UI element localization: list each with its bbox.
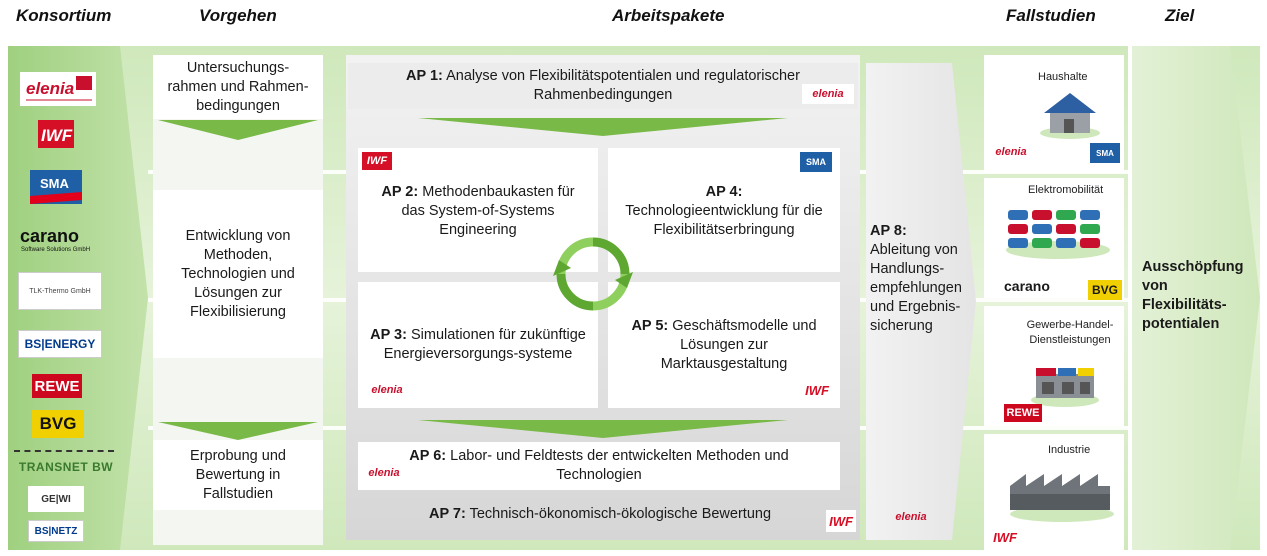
fall-gewerbe-title: Gewerbe-Handel-Dienstleistungen bbox=[1026, 319, 1114, 346]
logo-carano bbox=[20, 224, 98, 254]
logo-bs-netz bbox=[28, 520, 84, 542]
bvg-wordmark: BVG bbox=[39, 414, 77, 433]
house-icon bbox=[1038, 89, 1102, 139]
fall-haushalte bbox=[984, 55, 1124, 173]
svg-text:SMA: SMA bbox=[40, 176, 69, 191]
ap4-box bbox=[608, 148, 840, 272]
ap5-text: Geschäftsmodelle und Lösungen zur Marktausgestaltung bbox=[660, 317, 817, 372]
cars-icon bbox=[1002, 204, 1112, 260]
fall-haushalte-logo-sma-text: SMA bbox=[1096, 148, 1114, 158]
ap3-logo-elenia-text: elenia bbox=[371, 384, 403, 396]
fall-gewerbe-logo-rewe-text: REWE bbox=[1006, 407, 1040, 419]
ap7-label: AP 7: bbox=[428, 505, 466, 522]
ap6-box bbox=[358, 442, 840, 490]
logo-rewe bbox=[32, 374, 82, 398]
fall-gewerbe-logo-rewe bbox=[1004, 404, 1042, 422]
ap1-box bbox=[348, 63, 858, 109]
fall-elektromobilitaet-logo-bvg bbox=[1088, 280, 1122, 300]
ap8-logo-elenia-text: elenia bbox=[895, 511, 927, 523]
ap6-logo-elenia-text: elenia bbox=[368, 467, 400, 479]
logo-transnet bbox=[12, 456, 120, 478]
fall-haushalte-title: Haushalte bbox=[1038, 71, 1088, 83]
ap2-label: AP 2: bbox=[381, 183, 419, 200]
fall-haushalte-logo-elenia bbox=[986, 143, 1036, 161]
transnet-wordmark: TRANSNET BW bbox=[18, 460, 114, 474]
shops-icon bbox=[1028, 356, 1102, 408]
ap1-logo-elenia-text: elenia bbox=[812, 88, 844, 100]
vorgehen-step-3 bbox=[153, 440, 323, 510]
svg-text:Software Solutions GmbH: Software Solutions GmbH bbox=[21, 247, 91, 253]
ap2-logo-iwf-text: IWF bbox=[366, 155, 388, 167]
logo-bvg bbox=[32, 410, 84, 438]
ap8-label: AP 8: bbox=[870, 223, 907, 239]
logo-elenia bbox=[18, 70, 98, 108]
vorgehen-arrow-1 bbox=[158, 120, 318, 140]
fall-haushalte-logo-sma bbox=[1090, 143, 1120, 163]
ap4-logo-sma bbox=[800, 152, 832, 172]
ap8-text-block bbox=[870, 222, 970, 336]
ap1-text: Analyse von Flexibilitätspotentialen und regulatorischer Rahmenbedingungen bbox=[446, 68, 800, 103]
ap3-label: AP 3: bbox=[370, 327, 407, 343]
vorgehen-step-1 bbox=[153, 55, 323, 119]
ap6-text: Labor- und Feldtests der entwickelten Methoden und Technologien bbox=[450, 448, 789, 483]
cycle-arrows-icon bbox=[553, 234, 633, 314]
svg-text:carano: carano bbox=[20, 226, 80, 246]
fall-industrie-logo-iwf bbox=[990, 526, 1020, 548]
ap-arrow-bottom bbox=[418, 420, 788, 438]
ap1-label: AP 1: bbox=[406, 68, 443, 84]
gewi-wordmark: GE|WI bbox=[41, 493, 71, 505]
logo-iwf bbox=[36, 118, 76, 150]
logo-bs-energy bbox=[18, 330, 102, 358]
vorgehen-step-3-text: Erprobung und Bewertung in Fallstudien bbox=[190, 447, 286, 502]
ap7-row bbox=[400, 502, 800, 526]
ap7-text: Technisch-ökonomisch-ökologische Bewertung bbox=[469, 505, 772, 522]
logo-gewi bbox=[28, 486, 84, 512]
ap2-logo-iwf bbox=[362, 152, 392, 170]
ap6-logo-elenia bbox=[362, 462, 406, 484]
ap5-box bbox=[608, 282, 840, 408]
header-ziel: Ziel bbox=[1165, 6, 1195, 25]
ap1-logo-elenia bbox=[802, 84, 854, 104]
ap4-logo-sma-text: SMA bbox=[806, 157, 826, 167]
bs-netz-wordmark: BS|NETZ bbox=[34, 525, 78, 537]
ap7-logo-iwf-text: IWF bbox=[829, 513, 853, 529]
rewe-wordmark: REWE bbox=[34, 377, 80, 395]
vorgehen-step-2 bbox=[153, 190, 323, 358]
ap7-logo-iwf bbox=[826, 510, 856, 532]
fall-industrie-logo-iwf-text: IWF bbox=[993, 529, 1017, 545]
vorgehen-arrow-2 bbox=[158, 422, 318, 440]
ap-arrow-top bbox=[418, 118, 788, 136]
header-vorgehen: Vorgehen bbox=[199, 6, 277, 25]
fall-haushalte-logo-elenia-text: elenia bbox=[995, 146, 1027, 158]
ap5-logo-iwf bbox=[802, 380, 832, 400]
vorgehen-step-1-text: Untersuchungs-rahmen und Rahmen-bedingungen bbox=[167, 59, 309, 114]
ziel-text: Ausschöpfung von Flexibilitäts-potentialen bbox=[1142, 259, 1244, 332]
fall-elektromobilitaet-logo-bvg-text: BVG bbox=[1091, 283, 1118, 297]
bs-energy-wordmark: BS|ENERGY bbox=[24, 337, 96, 351]
fall-elektromobilitaet bbox=[984, 178, 1124, 298]
tlk-wordmark: TLK-Thermo GmbH bbox=[29, 287, 91, 295]
logo-sma bbox=[30, 170, 82, 204]
svg-text:IWF: IWF bbox=[41, 126, 73, 145]
ap6-label: AP 6: bbox=[409, 448, 447, 464]
ap3-logo-elenia bbox=[364, 380, 410, 400]
ap5-label: AP 5: bbox=[631, 317, 669, 334]
header-arbeitspakete: Arbeitspakete bbox=[612, 6, 725, 25]
fall-elektromobilitaet-logo-carano: carano bbox=[1004, 278, 1050, 294]
ap4-label: AP 4: bbox=[705, 183, 743, 200]
fall-elektromobilitaet-title: Elektromobilität bbox=[1028, 184, 1104, 196]
ap8-text: Ableitung von Handlungs-empfehlungen und Ergebnis-sicherung bbox=[870, 242, 962, 334]
fall-industrie bbox=[984, 434, 1124, 550]
header-fallstudien: Fallstudien bbox=[1006, 6, 1096, 25]
header-konsortium: Konsortium bbox=[16, 6, 112, 25]
logo-tlk bbox=[18, 272, 102, 310]
factory-icon bbox=[1004, 464, 1116, 522]
elenia-wordmark: elenia bbox=[26, 79, 75, 98]
ap8-logo-elenia bbox=[886, 506, 936, 528]
divider-dashed bbox=[14, 450, 114, 452]
ap5-logo-iwf-text: IWF bbox=[805, 382, 829, 398]
ap2-text: Methodenbaukasten für das System-of-Systems Engineering bbox=[401, 183, 575, 238]
fall-industrie-title: Industrie bbox=[1048, 444, 1091, 456]
ap4-text: Technologieentwicklung für die Flexibilitätserbringung bbox=[625, 202, 823, 238]
vorgehen-step-2-text: Entwicklung von Methoden, Technologien und Lösungen zur Flexibilisierung bbox=[181, 227, 295, 320]
ap3-text: Simulationen für zukünftige Energieversorgungs-systeme bbox=[383, 327, 586, 362]
fall-gewerbe bbox=[984, 306, 1124, 426]
